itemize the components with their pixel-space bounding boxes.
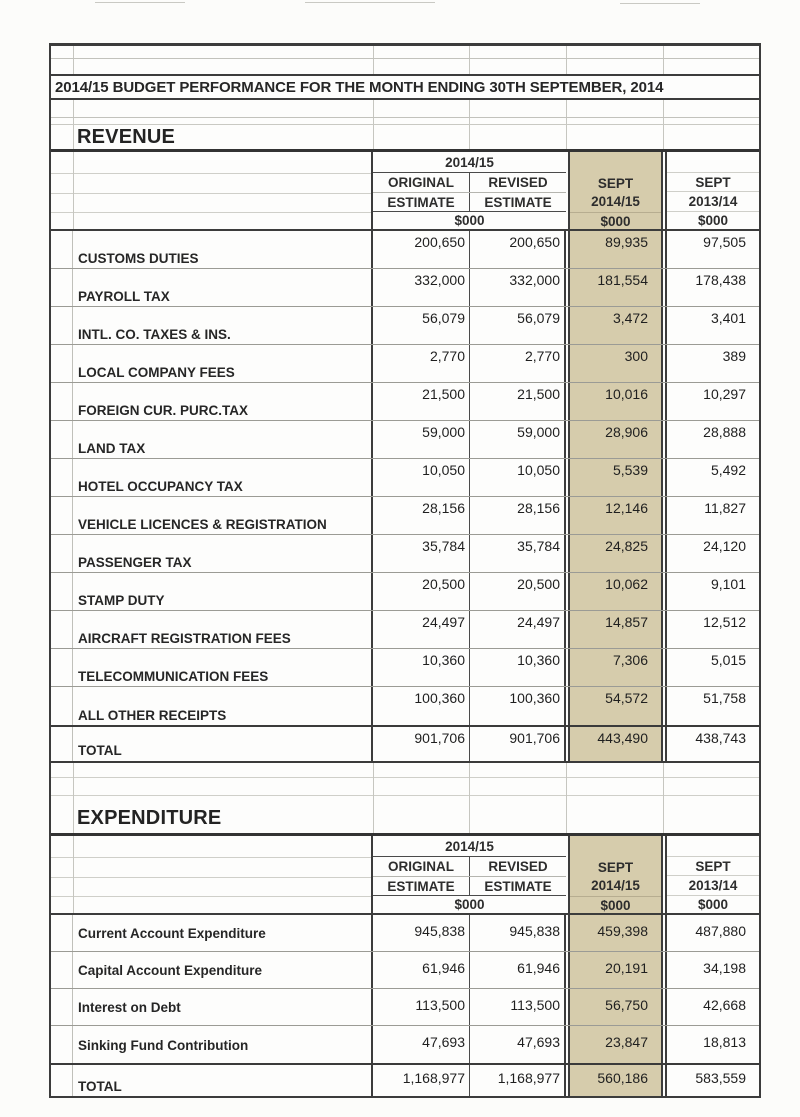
sept-2014-15-header-column <box>568 152 663 229</box>
value-sept-2013-14: 18,813 <box>703 1034 746 1050</box>
spacer-row <box>51 46 759 59</box>
sept-2013-14-header-column <box>665 152 759 229</box>
revenue-column-header-block <box>51 152 759 231</box>
original-header: ORIGINAL <box>373 173 470 192</box>
budget-sheet <box>49 43 761 1098</box>
table-row <box>51 231 759 269</box>
value-original-estimate: 28,156 <box>422 500 465 516</box>
total-sept-2013-14: 583,559 <box>695 1070 746 1086</box>
value-sept-2014-15: 3,472 <box>612 310 648 326</box>
row-margin-cell <box>51 497 73 534</box>
row-label: PASSENGER TAX <box>78 555 192 570</box>
scan-artifact <box>95 2 185 3</box>
table-row <box>51 649 759 687</box>
spacer-row <box>51 100 759 118</box>
table-row <box>51 1026 759 1063</box>
value-original-estimate: 100,360 <box>414 690 465 706</box>
value-sept-2013-14: 42,668 <box>703 997 746 1013</box>
row-label: Capital Account Expenditure <box>78 963 263 978</box>
table-row <box>51 989 759 1026</box>
row-margin-cell <box>51 573 73 610</box>
row-margin-cell <box>51 421 73 458</box>
row-label: FOREIGN CUR. PURC.TAX <box>78 403 249 418</box>
value-sept-2014-15: 54,572 <box>605 690 648 706</box>
total-revised-estimate: 901,706 <box>509 730 560 746</box>
value-original-estimate: 47,693 <box>422 1034 465 1050</box>
row-margin-cell <box>51 611 73 648</box>
units-header: $000 <box>570 896 661 913</box>
value-revised-estimate: 200,650 <box>509 234 560 250</box>
revised-header: REVISED <box>488 859 548 874</box>
sept-2014-15-header-column <box>568 836 663 913</box>
table-row <box>51 952 759 989</box>
row-margin-cell <box>51 345 73 382</box>
value-revised-estimate: 61,946 <box>517 960 560 976</box>
value-revised-estimate: 47,693 <box>517 1034 560 1050</box>
table-row <box>51 307 759 345</box>
row-label: VEHICLE LICENCES & REGISTRATION <box>78 517 327 532</box>
total-original-estimate: 901,706 <box>414 730 465 746</box>
value-sept-2014-15: 89,935 <box>605 234 648 250</box>
sept-current-header-line2: 2014/15 <box>591 193 640 209</box>
value-original-estimate: 35,784 <box>422 538 465 554</box>
value-revised-estimate: 945,838 <box>509 923 560 939</box>
expenditure-section-title: EXPENDITURE <box>77 807 222 829</box>
sept-current-header-line1: SEPT <box>597 175 634 191</box>
value-revised-estimate: 21,500 <box>517 386 560 402</box>
value-original-estimate: 21,500 <box>422 386 465 402</box>
table-row <box>51 611 759 649</box>
row-label: Interest on Debt <box>78 1000 181 1015</box>
value-sept-2013-14: 34,198 <box>703 960 746 976</box>
sept-prior-header-line2: 2013/14 <box>667 192 759 212</box>
scan-artifact <box>620 3 700 4</box>
value-original-estimate: 61,946 <box>422 960 465 976</box>
value-sept-2013-14: 3,401 <box>710 310 746 326</box>
row-margin-cell <box>51 535 73 572</box>
value-revised-estimate: 100,360 <box>509 690 560 706</box>
row-margin-cell <box>51 383 73 420</box>
value-revised-estimate: 20,500 <box>517 576 560 592</box>
value-sept-2013-14: 178,438 <box>695 272 746 288</box>
value-sept-2014-15: 24,825 <box>605 538 648 554</box>
value-revised-estimate: 28,156 <box>517 500 560 516</box>
units-header: $000 <box>697 897 729 912</box>
value-original-estimate: 945,838 <box>414 923 465 939</box>
value-sept-2014-15: 181,554 <box>597 272 648 288</box>
value-sept-2013-14: 5,015 <box>710 652 746 668</box>
value-sept-2013-14: 12,512 <box>703 614 746 630</box>
estimate-columns-header <box>373 836 566 913</box>
original-estimate-header: ESTIMATE <box>373 877 470 895</box>
value-sept-2014-15: 5,539 <box>612 462 648 478</box>
sept-prior-header-line2: 2013/14 <box>667 876 759 896</box>
value-original-estimate: 20,500 <box>422 576 465 592</box>
value-sept-2014-15: 7,306 <box>612 652 648 668</box>
table-row <box>51 497 759 535</box>
value-sept-2013-14: 24,120 <box>703 538 746 554</box>
row-label: TELECOMMUNICATION FEES <box>78 669 269 684</box>
row-label: Current Account Expenditure <box>78 926 266 941</box>
value-sept-2014-15: 23,847 <box>605 1034 648 1050</box>
header-left-area <box>51 152 373 229</box>
value-revised-estimate: 24,497 <box>517 614 560 630</box>
total-sept-2013-14: 438,743 <box>695 730 746 746</box>
row-margin-cell <box>51 459 73 496</box>
expenditure-rows <box>51 915 759 1063</box>
expenditure-total-row <box>51 1063 759 1096</box>
row-label: Sinking Fund Contribution <box>78 1038 249 1053</box>
value-sept-2014-15: 14,857 <box>605 614 648 630</box>
total-label: TOTAL <box>78 1079 122 1094</box>
value-original-estimate: 10,050 <box>422 462 465 478</box>
row-margin-cell <box>51 915 73 951</box>
row-label: HOTEL OCCUPANCY TAX <box>78 479 243 494</box>
units-header: $000 <box>454 897 485 912</box>
sept-current-header-line1: SEPT <box>597 859 634 875</box>
value-sept-2013-14: 389 <box>722 348 746 364</box>
revenue-rows <box>51 231 759 725</box>
value-revised-estimate: 2,770 <box>524 348 560 364</box>
scan-artifact <box>305 2 435 3</box>
table-row <box>51 687 759 725</box>
row-label: CUSTOMS DUTIES <box>78 251 199 266</box>
value-original-estimate: 56,079 <box>422 310 465 326</box>
row-margin-cell <box>51 952 73 988</box>
row-margin-cell <box>51 307 73 344</box>
value-sept-2013-14: 487,880 <box>695 923 746 939</box>
value-revised-estimate: 35,784 <box>517 538 560 554</box>
table-row <box>51 459 759 497</box>
row-label: PAYROLL TAX <box>78 289 170 304</box>
title-row <box>51 74 759 100</box>
value-sept-2013-14: 51,758 <box>703 690 746 706</box>
table-row <box>51 573 759 611</box>
value-revised-estimate: 332,000 <box>509 272 560 288</box>
row-label: LAND TAX <box>78 441 146 456</box>
revenue-section-title: REVENUE <box>77 125 176 148</box>
value-sept-2013-14: 11,827 <box>704 500 746 516</box>
value-sept-2014-15: 56,750 <box>605 997 648 1013</box>
units-header: $000 <box>454 213 485 228</box>
original-header: ORIGINAL <box>373 857 470 876</box>
expenditure-column-header-block <box>51 836 759 915</box>
value-revised-estimate: 59,000 <box>517 424 560 440</box>
row-margin-cell <box>51 989 73 1025</box>
table-row <box>51 421 759 459</box>
row-label: ALL OTHER RECEIPTS <box>78 708 227 723</box>
document-title: 2014/15 BUDGET PERFORMANCE FOR THE MONTH ENDING 30TH SEPTEMBER, 2014 <box>55 78 664 96</box>
value-revised-estimate: 10,360 <box>517 652 560 668</box>
value-original-estimate: 59,000 <box>422 424 465 440</box>
sept-current-header-line2: 2014/15 <box>591 877 640 893</box>
total-original-estimate: 1,168,977 <box>402 1070 465 1086</box>
value-sept-2013-14: 5,492 <box>710 462 746 478</box>
revenue-total-row <box>51 725 759 763</box>
value-revised-estimate: 56,079 <box>517 310 560 326</box>
value-original-estimate: 332,000 <box>414 272 465 288</box>
year-group-header: 2014/15 <box>373 836 566 857</box>
value-sept-2014-15: 300 <box>624 348 648 364</box>
value-sept-2013-14: 9,101 <box>710 576 746 592</box>
revised-estimate-header: ESTIMATE <box>484 878 552 894</box>
value-sept-2014-15: 10,062 <box>605 576 648 592</box>
table-row <box>51 269 759 307</box>
value-sept-2013-14: 10,297 <box>703 386 746 402</box>
row-label: INTL. CO. TAXES & INS. <box>78 327 231 342</box>
value-sept-2014-15: 28,906 <box>605 424 648 440</box>
value-sept-2014-15: 10,016 <box>605 386 648 402</box>
row-label: AIRCRAFT REGISTRATION FEES <box>78 631 291 646</box>
sept-prior-header-line1: SEPT <box>667 173 759 192</box>
estimate-columns-header <box>373 152 566 229</box>
value-revised-estimate: 113,500 <box>510 997 560 1013</box>
total-label: TOTAL <box>78 743 122 758</box>
value-original-estimate: 113,500 <box>415 997 465 1013</box>
row-label: STAMP DUTY <box>78 593 165 608</box>
row-margin-cell <box>51 231 73 268</box>
spacer-row <box>51 118 759 125</box>
value-original-estimate: 2,770 <box>429 348 465 364</box>
table-row <box>51 915 759 952</box>
revised-estimate-header: ESTIMATE <box>484 194 552 210</box>
row-margin-cell <box>51 269 73 306</box>
spacer-row <box>51 59 759 74</box>
revenue-section-row <box>51 125 759 152</box>
units-header: $000 <box>570 212 661 229</box>
value-original-estimate: 200,650 <box>414 234 465 250</box>
row-margin-cell <box>51 1026 73 1063</box>
header-left-area <box>51 836 373 913</box>
row-margin-cell <box>51 687 73 725</box>
value-revised-estimate: 10,050 <box>517 462 560 478</box>
value-sept-2013-14: 28,888 <box>703 424 746 440</box>
total-revised-estimate: 1,168,977 <box>497 1070 560 1086</box>
total-sept-2014-15: 443,490 <box>597 730 648 746</box>
value-sept-2014-15: 20,191 <box>605 960 648 976</box>
value-sept-2014-15: 459,398 <box>597 923 648 939</box>
sept-prior-header-line1: SEPT <box>667 857 759 876</box>
original-estimate-header: ESTIMATE <box>373 193 470 211</box>
units-header: $000 <box>697 213 729 228</box>
total-sept-2014-15: 560,186 <box>597 1070 648 1086</box>
revised-header: REVISED <box>488 175 548 190</box>
value-original-estimate: 24,497 <box>422 614 465 630</box>
row-label: LOCAL COMPANY FEES <box>78 365 235 380</box>
table-row <box>51 535 759 573</box>
value-original-estimate: 10,360 <box>422 652 465 668</box>
table-row <box>51 383 759 421</box>
table-row <box>51 345 759 383</box>
value-sept-2013-14: 97,505 <box>703 234 746 250</box>
value-sept-2014-15: 12,146 <box>605 500 648 516</box>
sept-2013-14-header-column <box>665 836 759 913</box>
row-margin-cell <box>51 649 73 686</box>
section-gap <box>51 763 759 836</box>
year-group-header: 2014/15 <box>373 152 566 173</box>
